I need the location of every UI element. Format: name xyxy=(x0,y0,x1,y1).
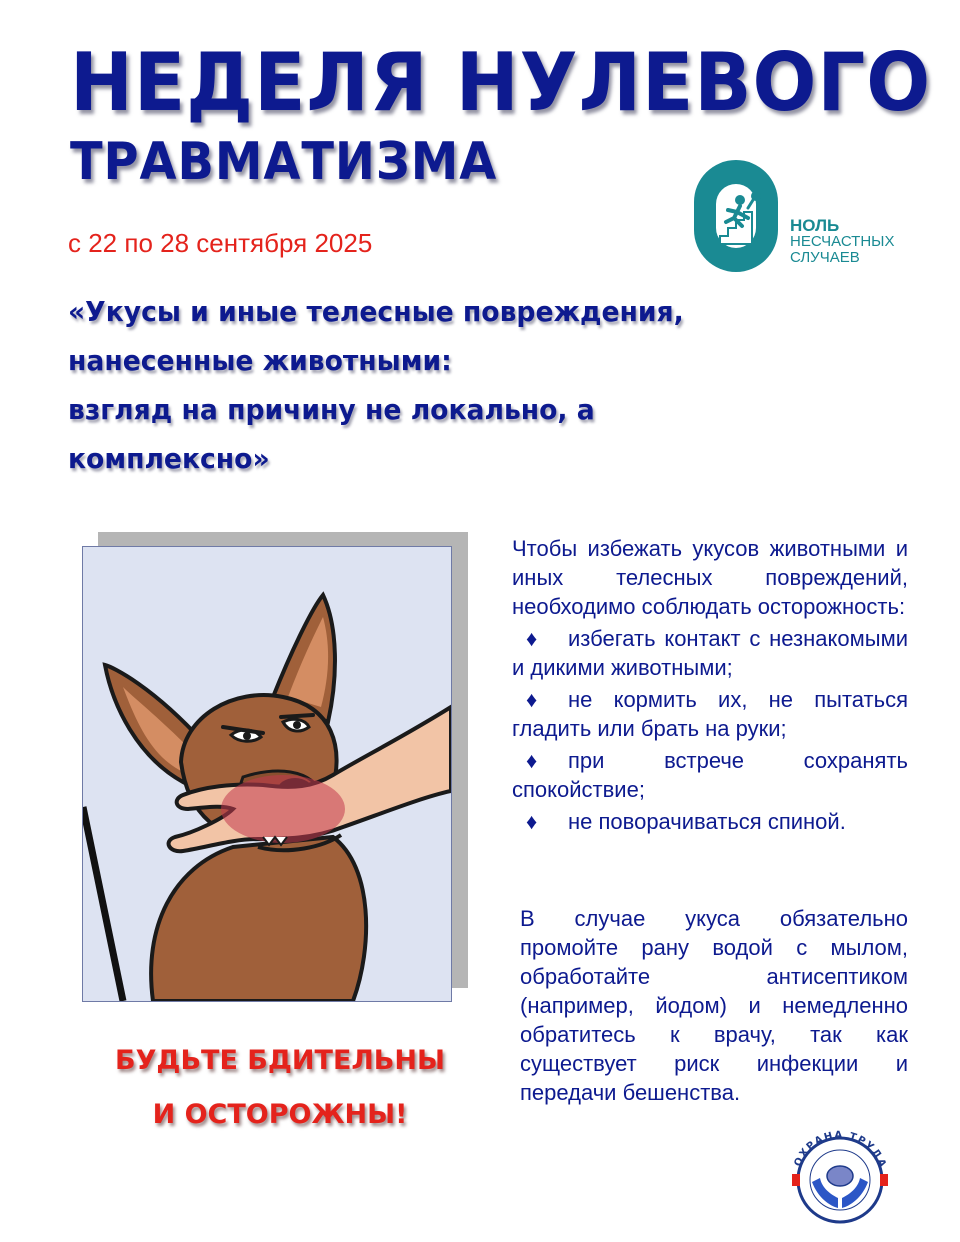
warning-line: БУДЬТЕ БДИТЕЛЬНЫ xyxy=(115,1045,445,1076)
list-item xyxy=(512,807,908,836)
dog-bite-illustration xyxy=(82,546,452,1002)
warning-line: И ОСТОРОЖНЫ! xyxy=(152,1099,408,1130)
page-title-line2: ТРАВМАТИЗМА xyxy=(70,132,498,192)
topic-line: взгляд на причину не локально, а xyxy=(68,393,595,426)
logo-ohrana-text: ОХРАНА ТРУДА xyxy=(792,1129,889,1171)
event-dates: с 22 по 28 сентября 2025 xyxy=(68,228,373,258)
list-item-text: не поворачиваться спиной. xyxy=(568,809,846,834)
diamond-bullet-icon: ♦ xyxy=(526,748,538,773)
topic-line: нанесенные животными: xyxy=(68,344,452,377)
logo-word: НЕСЧАСТНЫХ xyxy=(790,233,895,250)
page-title: НЕДЕЛЯ НУЛЕВОГО xyxy=(70,36,932,129)
bite-first-aid-note: В случае укуса обязательно промойте рану водой с мылом, обработайте антисептиком (например, йодом) и немедленно обратитесь к врачу, так как существует риск инфекции и передачи бешенства. xyxy=(520,906,908,1105)
list-item-text: не кормить их, не пытаться гладить или брать на руки; xyxy=(512,687,908,741)
diamond-bullet-icon: ♦ xyxy=(526,687,538,712)
prevention-advice xyxy=(512,534,908,836)
topic-line: комплексно» xyxy=(68,442,270,475)
list-item xyxy=(512,624,908,682)
topic-line: «Укусы и иные телесные повреждения, xyxy=(68,295,684,328)
topic-heading xyxy=(68,287,828,483)
list-item-text: при встрече сохранять спокойствие; xyxy=(512,748,908,802)
diamond-bullet-icon: ♦ xyxy=(526,626,538,651)
advice-intro: Чтобы избежать укусов животными и иных телесных повреждений, необходимо соблюдать осторожность: xyxy=(512,536,908,619)
logo-word: СЛУЧАЕВ xyxy=(790,249,860,266)
diamond-bullet-icon: ♦ xyxy=(526,809,538,834)
list-item-text: избегать контакт с незнакомыми и дикими животными; xyxy=(512,626,908,680)
logo-word: НОЛЬ xyxy=(790,216,840,235)
list-item xyxy=(512,746,908,804)
warning-banner xyxy=(50,1034,510,1142)
list-item xyxy=(512,685,908,743)
labor-protection-logo xyxy=(780,1118,900,1228)
zero-accidents-logo-text xyxy=(790,218,894,266)
